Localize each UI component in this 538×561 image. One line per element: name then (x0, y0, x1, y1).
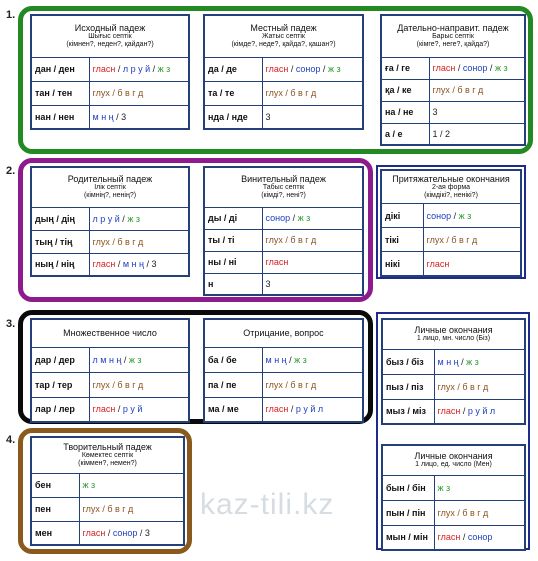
rule-cell (262, 397, 363, 422)
table-row (204, 397, 363, 422)
table-title: Родительный падеж (67, 174, 153, 185)
table-row (381, 204, 521, 228)
table-header (31, 437, 184, 473)
table-header (31, 167, 189, 207)
affix-cell: дікі (381, 204, 423, 228)
rule-part: ж з (466, 356, 479, 367)
rule-part: / 3 (137, 527, 150, 538)
rule-cell (423, 228, 521, 252)
rule-part: / (286, 354, 295, 365)
rule-part: / (487, 63, 495, 73)
rule-part: глух / б в г д (426, 234, 478, 245)
rule-part: / (288, 404, 296, 415)
affix-cell: тан / тен (31, 81, 89, 105)
table-personal-singular (381, 444, 526, 551)
table-row (31, 473, 184, 497)
table-row (31, 253, 189, 276)
rule-part: / (460, 532, 468, 543)
table-question: (кімге?, неге?, қайда?) (416, 41, 490, 49)
table-row (204, 229, 363, 251)
rule-part: гласн (92, 404, 116, 415)
table-row (381, 101, 525, 123)
table-row (382, 500, 525, 525)
affix-cell: қа / ке (381, 79, 429, 101)
table-row (31, 497, 184, 521)
rule-part: гласн (265, 64, 289, 74)
rule-part: л р у й (92, 213, 120, 224)
rule-part: 1 / 2 (432, 128, 451, 139)
table-plural (30, 318, 190, 423)
rule-part: ж з (294, 354, 307, 365)
rule-part: глух / б в г д (265, 88, 317, 98)
rule-cell (89, 372, 189, 397)
rule-cell (434, 525, 525, 550)
rule-cell (434, 475, 525, 500)
rule-part: сонор (426, 210, 452, 221)
table-row (382, 349, 525, 374)
table-row (204, 372, 363, 397)
table-header (381, 15, 525, 57)
rule-cell (423, 204, 521, 228)
rule-part: / (451, 210, 459, 221)
rule-part: ж з (437, 482, 451, 493)
rule-cell (434, 374, 525, 399)
affix-cell: дар / дер (31, 347, 89, 372)
table-question: (кімде?, неде?, қайда?, қашан?) (231, 41, 336, 49)
rule-part: глух / б в г д (437, 507, 489, 518)
table-locative (203, 14, 364, 130)
rule-part: м н ң (265, 354, 287, 365)
rule-cell (262, 81, 363, 105)
rule-part: р у й (122, 404, 143, 415)
rule-cell (262, 372, 363, 397)
table-row (382, 475, 525, 500)
affix-cell: быз / біз (382, 349, 434, 374)
table-row (382, 374, 525, 399)
rule-part: 3 (265, 111, 271, 122)
rule-cell (262, 105, 363, 129)
table-row (31, 372, 189, 397)
table-negation (203, 318, 364, 423)
rule-part: 3 (432, 107, 438, 117)
rule-part: 3 (265, 278, 271, 289)
table-row (31, 230, 189, 253)
rule-part: / (320, 64, 328, 74)
rule-part: / (115, 64, 123, 74)
rule-cell (89, 105, 189, 129)
table-header (204, 319, 363, 347)
rule-part: р у й л (295, 404, 324, 415)
rule-cell (429, 101, 525, 123)
rule-cell (423, 252, 521, 276)
table-title: Отрицание, вопрос (243, 328, 324, 339)
rule-part: р у й л (467, 406, 496, 417)
rule-part: сонор (295, 64, 321, 74)
table-row (204, 57, 363, 81)
rule-cell (262, 251, 363, 273)
rule-cell (89, 253, 189, 276)
table-header (31, 15, 189, 57)
rule-part: / 3 (113, 111, 127, 122)
rule-part: / (460, 406, 468, 417)
rule-part: глух / б в г д (437, 381, 489, 392)
rule-cell (262, 229, 363, 251)
table-subtitle: Жатыс септік (262, 33, 305, 41)
table-question: (кімнен?, неден?, қайдан?) (66, 41, 154, 49)
rule-cell (89, 207, 189, 230)
affix-cell: нікі (381, 252, 423, 276)
rule-part: ж з (157, 64, 171, 74)
rule-part: гласн (82, 527, 106, 538)
rule-cell (429, 123, 525, 145)
affix-cell: ма / ме (204, 397, 262, 422)
rule-part: / (288, 64, 296, 74)
table-accusative (203, 166, 364, 296)
rule-part: / 3 (143, 259, 157, 270)
affix-cell: ды / ді (204, 207, 262, 229)
affix-cell: ның / нің (31, 253, 89, 276)
rule-cell (89, 57, 189, 81)
rule-cell (79, 497, 184, 521)
table-subtitle: Көмектес септік (81, 452, 134, 460)
rule-part: сонор (265, 213, 291, 223)
affix-cell: пыз / піз (382, 374, 434, 399)
table-header (31, 319, 189, 347)
rule-part: / (115, 259, 123, 270)
rule-part: гласн (265, 257, 289, 267)
table-row (381, 57, 525, 79)
rule-cell (262, 347, 363, 372)
rule-part: / (119, 213, 128, 224)
rule-part: / (455, 63, 463, 73)
rule-cell (89, 397, 189, 422)
rule-part: ж з (494, 63, 508, 73)
table-title: Местный падеж (250, 23, 317, 34)
table-question: (кімдікі?, ненікі?) (424, 192, 478, 200)
rule-cell (79, 473, 184, 497)
table-row (382, 525, 525, 550)
affix-cell: мын / мін (382, 525, 434, 550)
table-title: Исходный падеж (74, 23, 146, 34)
table-question: (кіммен?, немен?) (78, 460, 137, 468)
rule-cell (434, 399, 525, 424)
rule-part: глух / б в г д (265, 379, 317, 390)
rule-cell (262, 57, 363, 81)
table-possessive (380, 169, 522, 277)
table-title: Множественное число (63, 328, 157, 339)
affix-cell: лар / лер (31, 397, 89, 422)
affix-cell: на / не (381, 101, 429, 123)
affix-cell: ны / ні (204, 251, 262, 273)
rule-part: гласн (92, 259, 116, 270)
rule-part: глух / б в г д (432, 85, 484, 95)
rule-cell (434, 349, 525, 374)
affix-cell: да / де (204, 57, 262, 81)
table-header (381, 170, 521, 204)
table-title: Дательно-направит. падеж (397, 23, 509, 34)
affix-cell: мен (31, 521, 79, 545)
rule-cell (262, 273, 363, 295)
affix-cell: тың / тің (31, 230, 89, 253)
rule-part: м н ң (92, 111, 114, 122)
affix-cell: н (204, 273, 262, 295)
affix-cell: ты / ті (204, 229, 262, 251)
affix-cell: а / е (381, 123, 429, 145)
affix-cell: ға / ге (381, 57, 429, 79)
table-row (31, 397, 189, 422)
affix-cell: мыз / міз (382, 399, 434, 424)
section-number-2: 2. (6, 165, 16, 177)
affix-cell: дың / дің (31, 207, 89, 230)
rule-part: глух / б в г д (92, 379, 144, 390)
rule-part: м н ң (122, 259, 144, 270)
rule-part: гласн (437, 406, 461, 417)
rule-part: ж з (127, 213, 140, 224)
table-genitive (30, 166, 190, 277)
rule-part: / (150, 64, 158, 74)
rule-part: сонор (112, 527, 138, 538)
table-header (204, 15, 363, 57)
rule-part: гласн (265, 404, 289, 415)
table-subtitle: 2-ая форма (431, 184, 471, 192)
affix-cell: пын / пін (382, 500, 434, 525)
affix-cell: дан / ден (31, 57, 89, 81)
table-row (31, 521, 184, 545)
table-row (31, 347, 189, 372)
rule-part: ж з (82, 480, 96, 490)
table-row (382, 399, 525, 424)
table-header (204, 167, 363, 207)
table-row (204, 347, 363, 372)
table-subtitle: Табыс септік (262, 184, 305, 192)
rule-part: гласн (437, 532, 461, 543)
table-subtitle: 1 лицо, ед. число (Мен) (415, 461, 492, 469)
rule-part: сонор (462, 63, 488, 73)
table-question: (кімді?, нені?) (261, 192, 306, 200)
table-dative (380, 14, 526, 146)
affix-cell: пен (31, 497, 79, 521)
table-row (31, 57, 189, 81)
table-row (381, 79, 525, 101)
rule-cell (434, 500, 525, 525)
affix-cell: бын / бін (382, 475, 434, 500)
rule-part: ж з (297, 213, 311, 223)
rule-part: л р у й (122, 64, 151, 74)
table-subtitle: Шығыс септік (88, 33, 132, 41)
rule-part: глух / б в г д (265, 235, 317, 245)
affix-cell: па / пе (204, 372, 262, 397)
table-title: Творительный падеж (63, 442, 152, 453)
rule-cell (429, 79, 525, 101)
table-title: Личные окончания (414, 451, 493, 462)
rule-cell (429, 57, 525, 79)
table-row (204, 105, 363, 129)
rule-part: глух / б в г д (92, 236, 144, 247)
table-row (381, 228, 521, 252)
section-number-4: 4. (6, 434, 16, 446)
site-watermark: kaz-tili.kz (200, 488, 335, 521)
affix-cell: ба / бе (204, 347, 262, 372)
rule-part: / (105, 527, 113, 538)
table-header (382, 319, 525, 349)
rule-part: глух / б в г д (82, 504, 134, 514)
table-row (31, 207, 189, 230)
section-number-3: 3. (6, 318, 16, 330)
table-title: Притяжательные окончания (392, 174, 510, 184)
rule-cell (79, 521, 184, 545)
rule-part: глух / б в г д (92, 88, 144, 98)
table-subtitle: 1 лицо, мн. число (Біз) (416, 335, 491, 343)
affix-cell: нан / нен (31, 105, 89, 129)
rule-part: гласн (92, 64, 116, 74)
table-title: Личные окончания (414, 325, 493, 336)
rule-part: ж з (128, 354, 142, 365)
rule-cell (89, 347, 189, 372)
rule-part: ж з (458, 210, 472, 221)
table-personal-plural (381, 318, 526, 425)
table-question: (кімнің?, ненің?) (83, 192, 137, 200)
rule-part: гласн (426, 258, 450, 269)
rule-part: / (121, 354, 129, 365)
affix-cell: тар / тер (31, 372, 89, 397)
affix-cell: нда / нде (204, 105, 262, 129)
rule-part: м н ң (437, 356, 459, 367)
rule-cell (89, 81, 189, 105)
rule-cell (262, 207, 363, 229)
table-row (204, 207, 363, 229)
table-subtitle: Ілік септік (94, 184, 126, 192)
rule-part: сонор (467, 532, 493, 543)
table-row (204, 251, 363, 273)
table-row (31, 105, 189, 129)
section-number-1: 1. (6, 9, 16, 21)
affix-cell: тікі (381, 228, 423, 252)
table-instrumental (30, 436, 185, 546)
table-title: Винительный падеж (241, 174, 326, 185)
table-row (204, 81, 363, 105)
rule-part: ж з (327, 64, 341, 74)
rule-part: / (458, 356, 467, 367)
affix-cell: та / те (204, 81, 262, 105)
table-subtitle: Барыс септік (432, 33, 474, 41)
rule-part: / (115, 404, 123, 415)
rule-part: л м н ң (92, 354, 122, 365)
table-row (31, 81, 189, 105)
table-row (381, 252, 521, 276)
rule-part: / (290, 213, 298, 223)
affix-cell: бен (31, 473, 79, 497)
table-header (382, 445, 525, 475)
table-row (204, 273, 363, 295)
table-nominative (30, 14, 190, 130)
rule-part: гласн (432, 63, 456, 73)
table-row (381, 123, 525, 145)
rule-cell (89, 230, 189, 253)
